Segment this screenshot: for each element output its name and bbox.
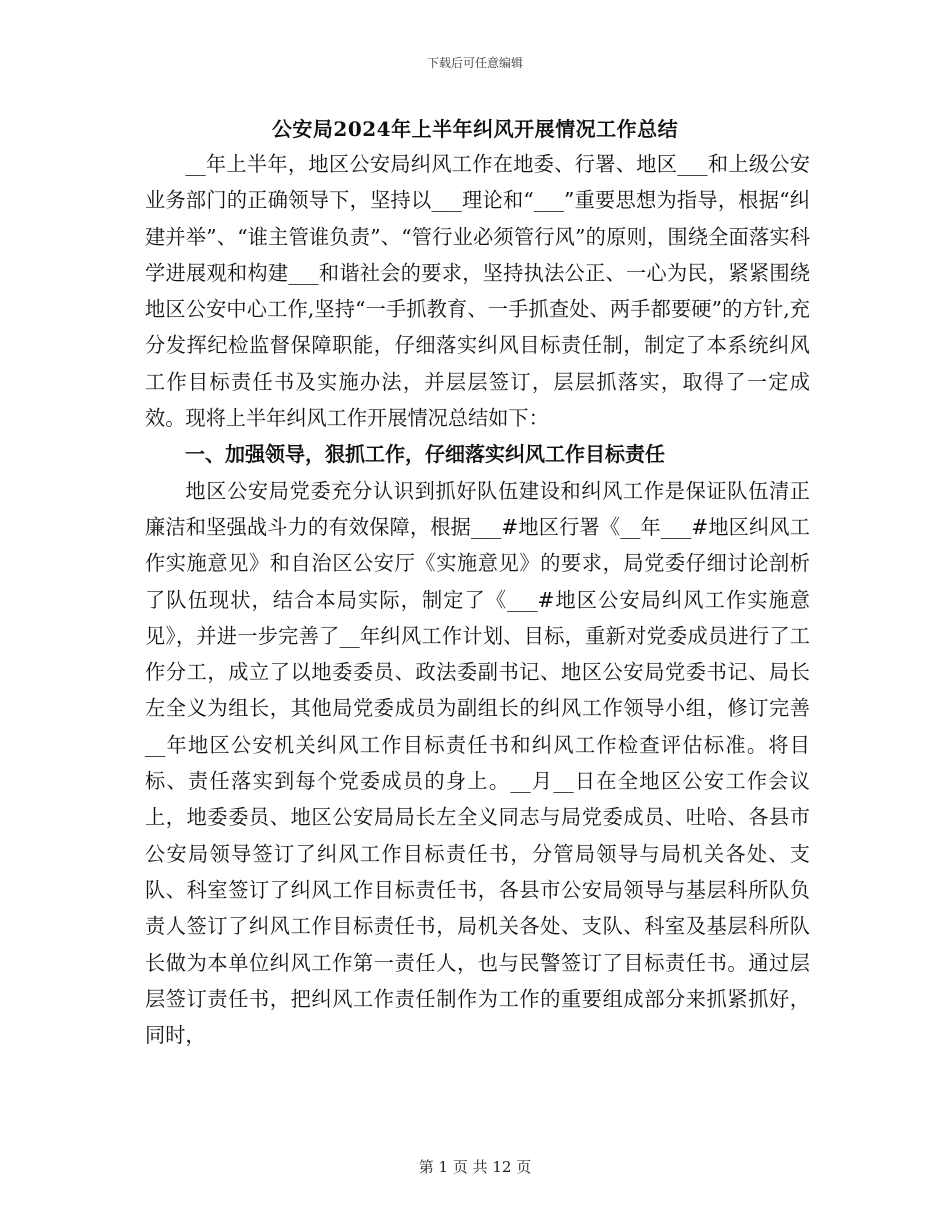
document-title: 公安局2024年上半年纠风开展情况工作总结 [271,117,679,141]
page-number-footer: 第 1 页 共 12 页 [418,1158,532,1176]
section-paragraph-1: 地区公安局党委充分认识到抓好队伍建设和纠风工作是保证队伍清正廉洁和坚强战斗力的有效保障，根据___#地区行署《__年___#地区纠风工作实施意见》和自治区公安厅《实施意见》的要求，局党委仔细讨论剖析了队伍现状，结合本局实际，制定了《___#地区公安局纠风工作实施意见》，并进一步完善了__年纠风工作计划、目标，重新对党委成员进行了工作分工，成立了以地委委员、政法委副书记、地区公安局党委书记、局长左全义为组长，其他局党委成员为副组长的纠风工作领导小组，修订完善__年地区公安机关纠风工作目标责任书和纠风工作检查评估标准。将目标、责任落实到每个党委成员的身上。__月__日在全地区公安工作会议上，地委委员、地区公安局局长左全义同志与局党委成员、吐哈、各县市公安局领导签订了纠风工作目标责任书，分管局领导与局机关各处、支队、科室签订了纠风工作目标责任书，各县市公安局领导与基层科所队负责人签订了纠风工作目标责任书，局机关各处、支队、科室及基层科所队长做为本单位纠风工作第一责任人，也与民警签订了目标责任书。通过层层签订责任书，把纠风工作责任制作为工作的重要组成部分来抓紧抓好，同时， [145,478,810,1048]
intro-paragraph: __年上半年，地区公安局纠风工作在地委、行署、地区___和上级公安业务部门的正确领导下，坚持以___理论和“___”重要思想为指导，根据“纠建并举”、“谁主管谁负责”、“管行业必须管行风”的原则，围绕全面落实科学进展观和构建___和谐社会的要求，坚持执法公正、一心为民，紧紧围绕地区公安中心工作,坚持“一手抓教育、一手抓查处、两手都要硬”的方针,充分发挥纪检监督保障职能，仔细落实纠风目标责任制，制定了本系统纠风工作目标责任书及实施办法，并层层签订，层层抓落实，取得了一定成效。现将上半年纠风工作开展情况总结如下： [145,152,810,431]
section-heading-1: 一、加强领导，狠抓工作，仔细落实纠风工作目标责任 [185,442,665,467]
document-body [145,146,810,1053]
page-header-note: 下载后可任意编辑 [426,56,523,70]
